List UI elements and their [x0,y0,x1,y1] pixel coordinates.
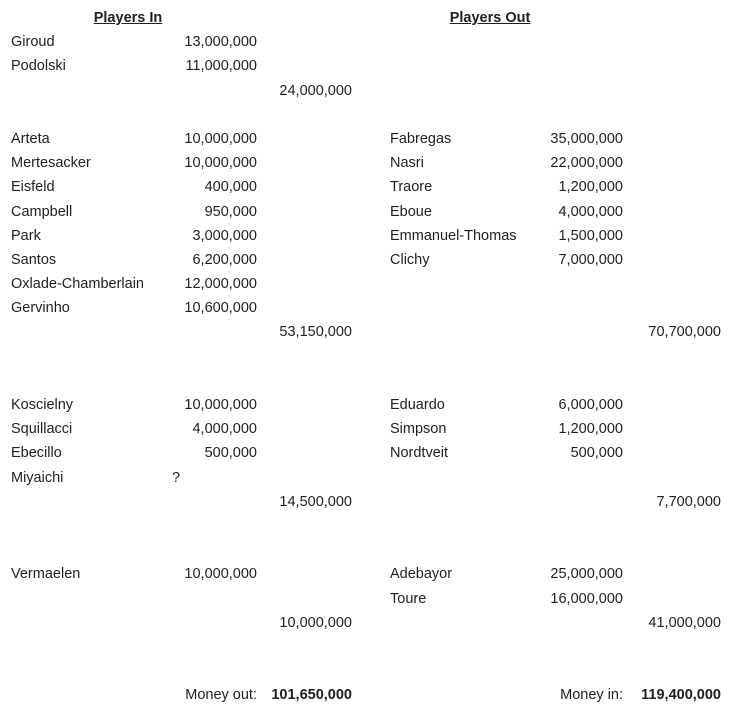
player-out-value: 1,500,000 [558,227,623,244]
player-in-name: Ebecillo [11,445,62,462]
player-in-name: Vermaelen [11,566,81,583]
blank-row [0,345,742,369]
header-row [0,6,742,30]
player-in-value: 400,000 [204,179,257,196]
player-in-value: 10,600,000 [184,300,257,317]
player-in-name: Podolski [11,58,66,75]
player-out-value: 35,000,000 [550,130,623,147]
player-in-value: 950,000 [204,203,257,220]
blank-row [0,659,742,683]
player-row [0,200,742,224]
player-row [0,587,742,611]
player-in-name: Oxlade-Chamberlain [11,276,144,293]
blank-row [0,103,742,127]
player-row [0,54,742,78]
player-out-name: Traore [390,179,433,196]
player-out-name: Nasri [390,155,424,172]
players-out-header: Players Out [449,10,531,26]
player-row [0,175,742,199]
player-out-name: Emmanuel-Thomas [390,227,517,244]
player-out-name: Adebayor [390,566,453,583]
subtotal-in-value: 14,500,000 [279,493,352,510]
player-in-value: ? [172,469,181,486]
player-in-value: 10,000,000 [184,155,257,172]
player-in-name: Eisfeld [11,179,55,196]
subtotal-row [0,79,742,103]
player-out-value: 4,000,000 [558,203,623,220]
player-in-value: 6,200,000 [192,251,257,268]
subtotal-in-value: 53,150,000 [279,324,352,341]
players-in-header: Players In [93,10,163,26]
player-row [0,272,742,296]
money-out-label: Money out: [185,687,257,704]
player-row [0,393,742,417]
player-out-value: 1,200,000 [558,179,623,196]
player-in-name: Santos [11,251,57,268]
player-row [0,127,742,151]
player-in-name: Mertesacker [11,155,91,172]
player-row [0,562,742,586]
blank-row [0,635,742,659]
totals-row [0,683,742,707]
player-out-value: 22,000,000 [550,155,623,172]
player-in-value: 10,000,000 [184,397,257,413]
player-row [0,441,742,465]
player-row [0,224,742,248]
player-in-name: Park [11,227,41,244]
player-out-name: Clichy [390,251,430,268]
player-in-value: 3,000,000 [192,227,257,244]
blank-row [0,514,742,538]
player-out-name: Eboue [390,203,432,220]
player-out-value: 7,000,000 [558,251,623,268]
player-in-value: 12,000,000 [184,276,257,293]
player-out-name: Eduardo [390,397,445,413]
player-in-name: Squillacci [11,421,73,438]
player-row [0,248,742,272]
blank-row [0,538,742,562]
player-out-value: 500,000 [570,445,623,462]
player-row [0,151,742,175]
subtotal-out-value: 41,000,000 [648,614,721,631]
player-in-value: 11,000,000 [185,58,257,75]
subtotal-out-value: 7,700,000 [656,493,721,510]
blank-row [0,369,742,393]
player-in-value: 4,000,000 [192,421,257,438]
player-in-name: Gervinho [11,300,70,317]
player-out-value: 6,000,000 [558,397,623,413]
player-out-name: Toure [390,590,427,607]
player-out-name: Simpson [390,421,447,438]
player-in-name: Miyaichi [11,469,64,486]
player-in-name: Koscielny [11,397,74,413]
subtotal-row [0,320,742,344]
player-out-name: Fabregas [390,130,452,147]
subtotal-out-value: 70,700,000 [648,324,721,341]
player-out-name: Nordtveit [390,445,449,462]
money-in-value: 119,400,000 [641,687,721,704]
money-out-value: 101,650,000 [271,687,352,704]
subtotal-in-value: 24,000,000 [279,82,352,99]
subtotal-in-value: 10,000,000 [279,614,352,631]
subtotal-row [0,611,742,635]
player-row [0,30,742,54]
player-in-name: Campbell [11,203,73,220]
subtotal-row [0,490,742,514]
player-in-value: 10,000,000 [184,566,257,583]
player-out-value: 16,000,000 [550,590,623,607]
money-in-label: Money in: [560,687,623,704]
player-row [0,417,742,441]
player-in-value: 500,000 [204,445,257,462]
player-in-name: Giroud [11,34,55,51]
player-in-value: 13,000,000 [184,34,257,51]
player-in-value: 10,000,000 [184,130,257,147]
player-out-value: 1,200,000 [558,421,623,438]
player-out-value: 25,000,000 [550,566,623,583]
player-row [0,296,742,320]
player-row [0,466,742,490]
player-in-name: Arteta [11,130,50,147]
